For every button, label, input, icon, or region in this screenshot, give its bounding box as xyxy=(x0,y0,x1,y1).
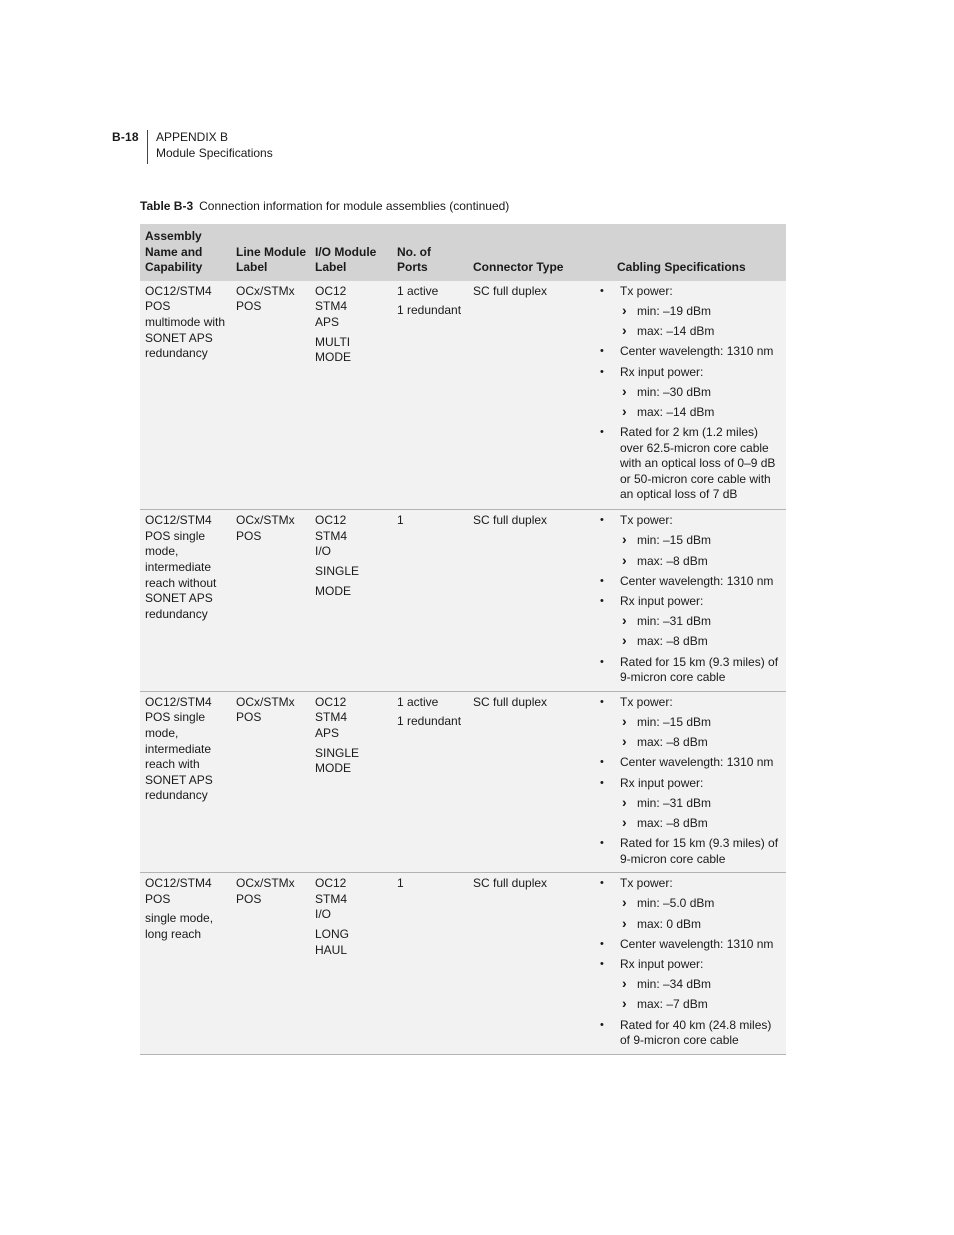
spec-text: Rated for 15 km (9.3 miles) of 9-micron core cable xyxy=(620,654,779,685)
spec-item xyxy=(600,365,782,421)
assembly-text: OC12/STM4 POS multimode with SONET APS redundancy xyxy=(145,283,226,361)
spec-list xyxy=(600,876,782,1049)
assembly-cell xyxy=(140,510,231,692)
io-label-text: OC12 STM4 APS xyxy=(315,694,348,740)
specs-cell xyxy=(595,873,786,1055)
column-header: No. of Ports xyxy=(392,224,468,281)
spec-item xyxy=(600,755,782,771)
io-label-text: MODE xyxy=(315,583,351,598)
line-label-cell: OCx/STMx POS xyxy=(231,281,310,510)
io-label-cell xyxy=(310,691,392,873)
spec-sublist xyxy=(620,614,782,650)
line-label-cell: OCx/STMx POS xyxy=(231,873,310,1055)
spec-subitem: › min: –31 dBm xyxy=(620,614,782,630)
io-label-cell xyxy=(310,510,392,692)
spec-item xyxy=(600,876,782,932)
spec-text: Tx power: xyxy=(620,694,673,709)
table-header-row xyxy=(140,224,786,281)
spec-item xyxy=(600,937,782,953)
spec-text: Tx power: xyxy=(620,876,673,891)
spec-item xyxy=(600,1018,782,1049)
ports-text: 1 active xyxy=(397,283,439,298)
assembly-text: OC12/STM4 POS xyxy=(145,876,212,906)
spec-subitem: › min: –34 dBm xyxy=(620,977,782,993)
spec-item xyxy=(600,836,782,867)
subsection-title: Module Specifications xyxy=(156,145,273,160)
spec-text: Rx input power: xyxy=(620,364,704,379)
spec-text: Tx power: xyxy=(620,513,673,528)
spec-list xyxy=(600,695,782,868)
spec-subitem: › max: –8 dBm xyxy=(620,816,782,832)
spec-sublist xyxy=(620,796,782,832)
io-label-text: SINGLE xyxy=(315,564,360,579)
column-header: I/O Module Label xyxy=(310,224,392,281)
connector-cell: SC full duplex xyxy=(468,873,595,1055)
spec-subitem: › max: –14 dBm xyxy=(620,405,782,421)
table-row xyxy=(140,281,786,510)
io-label-cell xyxy=(310,873,392,1055)
spec-subitem: › max: –7 dBm xyxy=(620,997,782,1013)
ports-text: 1 redundant xyxy=(397,714,462,729)
table-caption-text: Connection information for module assemblies (continued) xyxy=(199,199,510,213)
spec-text: Center wavelength: 1310 nm xyxy=(620,344,774,359)
io-label-text: MULTI MODE xyxy=(315,334,351,365)
table-row xyxy=(140,873,786,1055)
spec-subitem: › min: –15 dBm xyxy=(620,533,782,549)
line-label-cell: OCx/STMx POS xyxy=(231,691,310,873)
spec-item xyxy=(600,284,782,340)
specs-cell xyxy=(595,691,786,873)
spec-item xyxy=(600,594,782,650)
ports-cell xyxy=(392,510,468,692)
spec-subitem: › min: –30 dBm xyxy=(620,385,782,401)
spec-item xyxy=(600,425,782,503)
spec-text: Rx input power: xyxy=(620,775,704,790)
spec-text: Rated for 40 km (24.8 miles) of 9-micron core cable xyxy=(620,1017,772,1048)
specs-cell xyxy=(595,281,786,510)
column-header: Line Module Label xyxy=(231,224,310,281)
spec-subitem: › max: –14 dBm xyxy=(620,324,782,340)
spec-text: Rated for 2 km (1.2 miles) over 62.5-micron core cable with an optical loss of 0–9 dB or 50-micron core cable with an optical loss of 7 dB xyxy=(620,425,776,502)
spec-item xyxy=(600,513,782,569)
io-label-text: SINGLE MODE xyxy=(315,745,360,776)
table-caption xyxy=(140,199,509,213)
ports-text: 1 active xyxy=(397,694,439,709)
spec-subitem: › max: 0 dBm xyxy=(620,917,782,933)
column-header: Connector Type xyxy=(468,224,595,281)
page-number: B-18 xyxy=(112,130,139,144)
spec-subitem: › max: –8 dBm xyxy=(620,554,782,570)
ports-cell xyxy=(392,691,468,873)
spec-sublist xyxy=(620,385,782,421)
column-header: Cabling Specifications xyxy=(595,224,786,281)
io-label-text: OC12 STM4 APS xyxy=(315,283,348,329)
ports-cell xyxy=(392,873,468,1055)
spec-text: Tx power: xyxy=(620,283,673,298)
ports-text: 1 redundant xyxy=(397,303,462,318)
spec-subitem: › min: –31 dBm xyxy=(620,796,782,812)
ports-text: 1 xyxy=(397,876,404,891)
running-header xyxy=(156,130,273,161)
table-row xyxy=(140,691,786,873)
io-label-text: OC12 STM4 I/O xyxy=(315,513,348,559)
assembly-cell xyxy=(140,873,231,1055)
spec-text: Rx input power: xyxy=(620,594,704,609)
assembly-cell xyxy=(140,281,231,510)
spec-item xyxy=(600,776,782,832)
table-row xyxy=(140,510,786,692)
spec-sublist xyxy=(620,533,782,569)
assembly-text: single mode, long reach xyxy=(145,911,214,942)
specs-cell xyxy=(595,510,786,692)
connection-info-table xyxy=(140,224,786,1055)
spec-sublist xyxy=(620,977,782,1013)
spec-subitem: › min: –19 dBm xyxy=(620,304,782,320)
connector-cell: SC full duplex xyxy=(468,691,595,873)
spec-text: Center wavelength: 1310 nm xyxy=(620,755,774,770)
spec-item xyxy=(600,655,782,686)
io-label-cell xyxy=(310,281,392,510)
table-caption-label: Table B-3 xyxy=(140,199,194,213)
connector-cell: SC full duplex xyxy=(468,510,595,692)
header-divider xyxy=(147,130,148,164)
spec-list xyxy=(600,513,782,686)
spec-item xyxy=(600,957,782,1013)
spec-list xyxy=(600,284,782,503)
spec-sublist xyxy=(620,896,782,932)
connector-cell: SC full duplex xyxy=(468,281,595,510)
column-header: Assembly Name and Capability xyxy=(140,224,231,281)
spec-text: Center wavelength: 1310 nm xyxy=(620,573,774,588)
assembly-cell xyxy=(140,691,231,873)
spec-subitem: › max: –8 dBm xyxy=(620,634,782,650)
spec-item xyxy=(600,574,782,590)
spec-text: Rx input power: xyxy=(620,957,704,972)
spec-item xyxy=(600,344,782,360)
assembly-text: OC12/STM4 POS single mode, intermediate reach with SONET APS redundancy xyxy=(145,694,213,803)
assembly-text: OC12/STM4 POS single mode, intermediate reach without SONET APS redundancy xyxy=(145,513,217,621)
spec-sublist xyxy=(620,715,782,751)
spec-sublist xyxy=(620,304,782,340)
spec-subitem: › min: –5.0 dBm xyxy=(620,896,782,912)
ports-cell xyxy=(392,281,468,510)
spec-item xyxy=(600,695,782,751)
ports-text: 1 xyxy=(397,513,404,528)
spec-text: Rated for 15 km (9.3 miles) of 9-micron core cable xyxy=(620,836,779,866)
spec-subitem: › max: –8 dBm xyxy=(620,735,782,751)
io-label-text: OC12 STM4 I/O xyxy=(315,876,348,922)
io-label-text: LONG HAUL xyxy=(315,927,350,957)
section-title: APPENDIX B xyxy=(156,130,229,144)
spec-text: Center wavelength: 1310 nm xyxy=(620,936,774,951)
line-label-cell: OCx/STMx POS xyxy=(231,510,310,692)
spec-subitem: › min: –15 dBm xyxy=(620,715,782,731)
